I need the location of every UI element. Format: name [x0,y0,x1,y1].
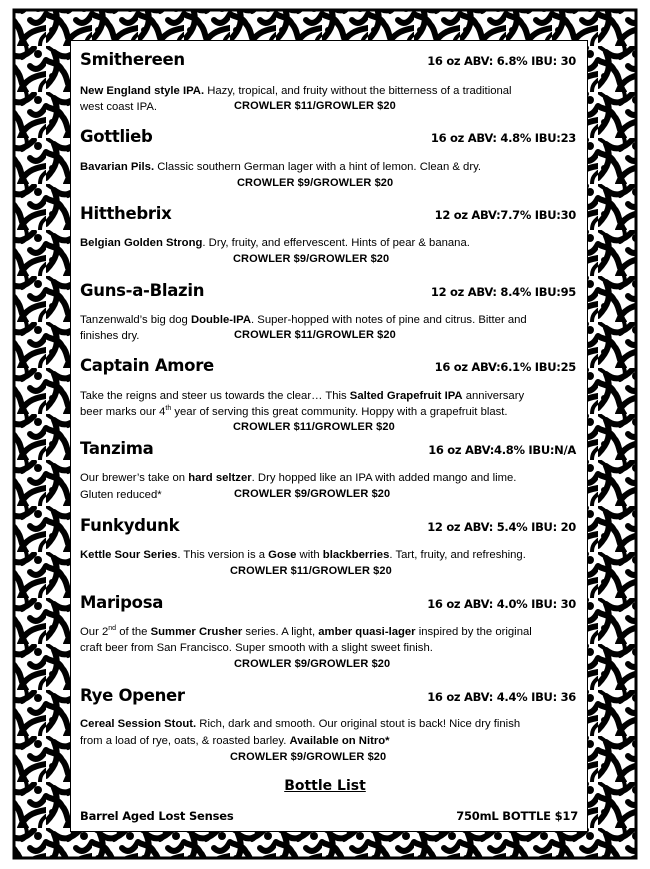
beer-price: CROWLER $11/GROWLER $20 [230,565,392,577]
beer-name: Mariposa [80,593,164,612]
beer-description: Kettle Sour Series. This version is a Gose with blackberries. Tart, fruity, and refreshing. [80,549,526,561]
beer-name: Guns-a-Blazin [80,281,205,300]
beer-specs: 12 oz ABV: 5.4% IBU: 20 [427,520,576,534]
beer-name: Tanzima [80,439,154,458]
beer-specs: 16 oz ABV: 6.8% IBU: 30 [427,54,576,68]
beer-specs: 16 oz ABV: 4.4% IBU: 36 [427,690,576,704]
beer-price: CROWLER $11/GROWLER $20 [233,421,395,433]
beer-name: Funkydunk [80,516,180,535]
beer-description-line2: from a load of rye, oats, & roasted barley. Available on Nitro* [80,735,390,747]
beer-price: CROWLER $9/GROWLER $20 [234,658,391,670]
beer-name: Rye Opener [80,686,185,705]
beer-description: Take the reigns and steer us towards the clear… This Salted Grapefruit IPA anniversary [80,390,525,402]
beer-specs: 12 oz ABV: 8.4% IBU:95 [430,285,576,299]
beer-name: Smithereen [80,50,185,69]
beer-specs: 12 oz ABV:7.7% IBU:30 [434,208,576,222]
beer-price: CROWLER $11/GROWLER $20 [234,100,396,112]
beer-price: CROWLER $9/GROWLER $20 [230,751,387,763]
bottle-list-heading: Bottle List [284,778,366,794]
beer-description-line2: craft beer from San Francisco. Super smooth with a slight sweet finish. [80,642,433,654]
beer-specs: 16 oz ABV: 4.0% IBU: 30 [427,597,576,611]
beer-name: Captain Amore [80,356,214,375]
beer-description: Bavarian Pils. Classic southern German lager with a hint of lemon. Clean & dry. [80,161,482,173]
bottle-price: 750mL BOTTLE $17 [456,809,578,823]
beer-specs: 16 oz ABV: 4.8% IBU:23 [430,131,576,145]
bottle-name: Barrel Aged Lost Senses [80,809,234,823]
beer-price: CROWLER $9/GROWLER $20 [234,488,391,500]
beer-description: Our brewer’s take on hard seltzer. Dry hopped like an IPA with added mango and lime. [80,472,517,484]
beer-price: CROWLER $9/GROWLER $20 [233,253,390,265]
beer-description: Tanzenwald’s big dog Double-IPA. Super-hopped with notes of pine and citrus. Bitter and [80,314,527,326]
beer-name: Hitthebrix [80,204,172,223]
beer-description: Cereal Session Stout. Rich, dark and smooth. Our original stout is back! Nice dry finish [80,718,521,730]
beer-name: Gottlieb [80,127,153,146]
beer-specs: 16 oz ABV:6.1% IBU:25 [434,360,576,374]
beer-price: CROWLER $11/GROWLER $20 [234,329,396,341]
beer-description: Belgian Golden Strong. Dry, fruity, and effervescent. Hints of pear & banana. [80,237,470,249]
beer-description-line2: finishes dry. [80,330,140,342]
beer-description: New England style IPA. Hazy, tropical, and fruity without the bitterness of a traditional [80,85,512,97]
beer-description-line2: Gluten reduced* [80,489,162,501]
beer-description-line2: beer marks our 4th year of serving this great community. Hoppy with a grapefruit blast. [80,405,508,418]
beer-price: CROWLER $9/GROWLER $20 [237,177,394,189]
beer-specs: 16 oz ABV:4.8% IBU:N/A [428,443,576,457]
beer-description-line2: west coast IPA. [80,101,158,113]
beer-description: Our 2nd of the Summer Crusher series. A light, amber quasi-lager inspired by the original [80,625,532,638]
